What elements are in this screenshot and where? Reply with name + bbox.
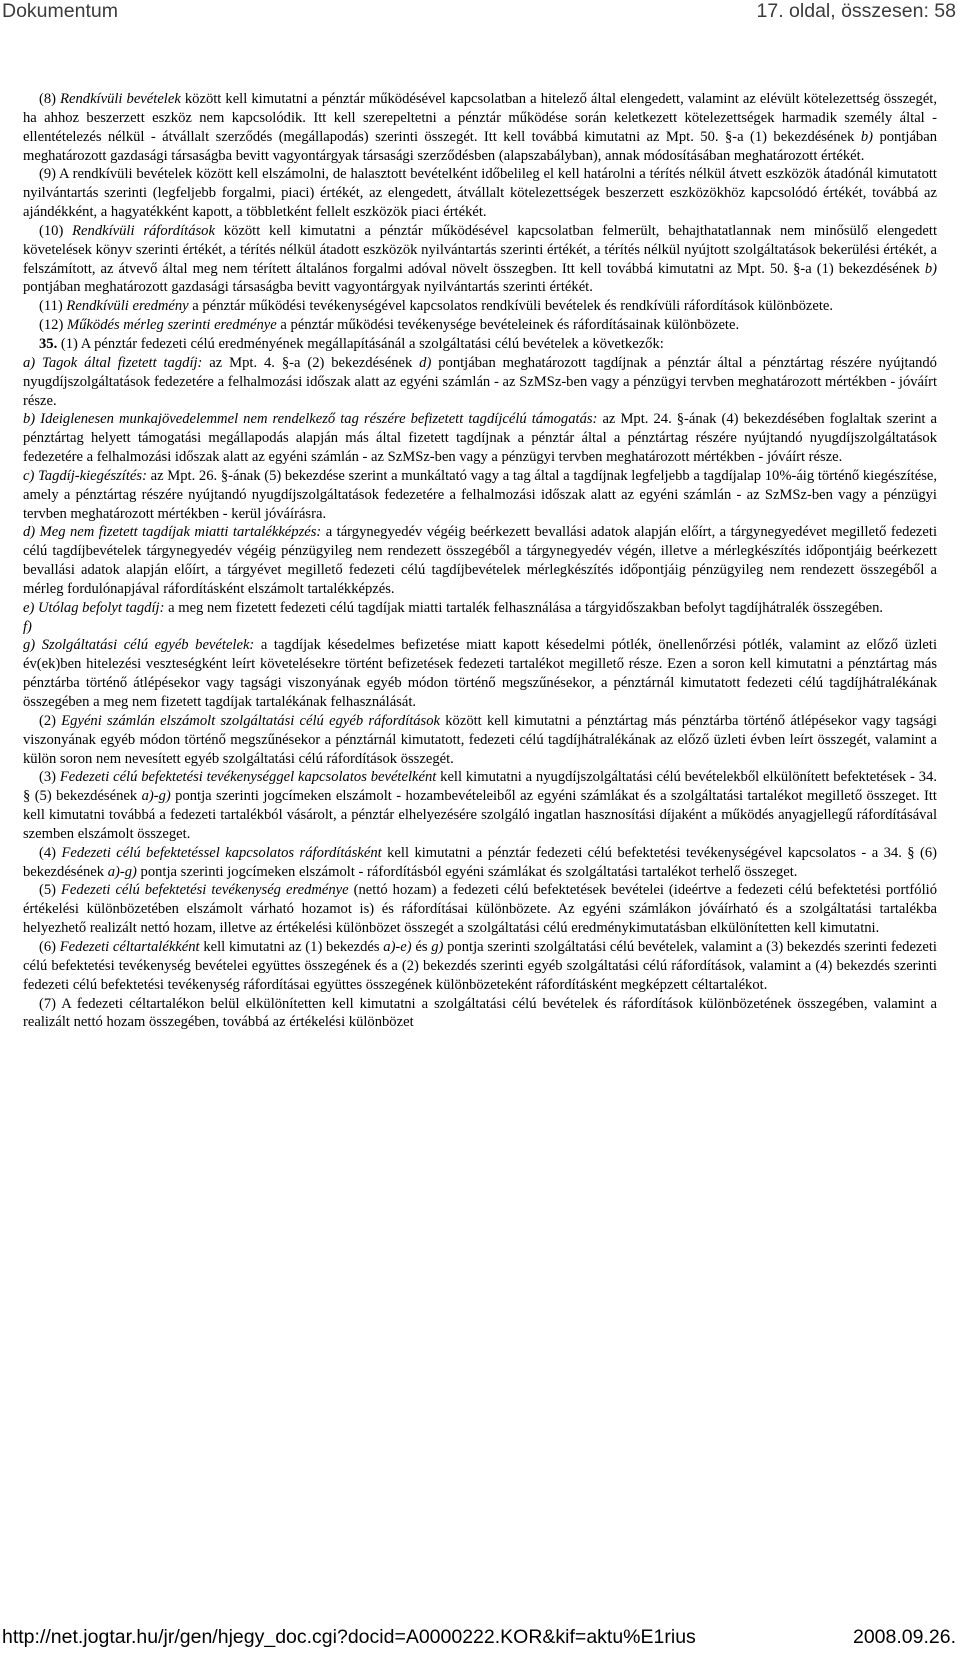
paragraph-9: (9) A rendkívüli bevételek között kell elszámolni, de halasztott bevételként időbelileg el kell határolni a térítés nélkül átvett eszközök átadónál kimutatott nyilvántartás szerinti (legfeljebb forgalmi, piaci) értékét, az elengedett, átvállalt kötelezettségek beszerzett eszközökhöz kapcsolódó értékét, továbbá az ajándékként, a hagyatékként kapott, a többletként fellelt eszközök piaci értékét. (23, 166, 937, 221)
section-35-paragraph-3: (3) Fedezeti célú befektetési tevékenységgel kapcsolatos bevételként kell kimutatni a nyugdíjszolgáltatási célú bevételekből elkülönített befektetések - 34. § (5) bekezdésének a)-g) pontja szerinti jogcímeken elszámolt - hozambevételeiből az egyéni számlákat és a szolgáltatási tartalékot megillető összeget. Itt kell kimutatni továbbá a fedezeti tartalékból vásárolt, a pénztár elhelyezésére szolgáló ingatlan hasznosítási díjaként a működés anyagjellegű ráfordításával szemben elszámolt összeget. (23, 769, 937, 842)
item-a: a) Tagok által fizetett tagdíj: az Mpt. 4. §-a (2) bekezdésének d) pontjában meghatározott tagdíjnak a pénztár által a pénztártag részére nyújtandó nyugdíjszolgáltatások fedezetére a felhalmozási időszak alatt az egyéni számlán - az SzMSz-ben vagy a pénzügyi tervben meghatározott mértékben - jóváírt része. (23, 354, 937, 409)
document-label: Dokumentum (2, 0, 118, 22)
item-b: b) Ideiglenesen munkajövedelemmel nem rendelkező tag részére befizetett tagdíjcélú támogatás: az Mpt. 24. §-ának (4) bekezdésében foglaltak szerint a pénztártag helyett támogatási megállapodás alapján más által fizetett tagdíjnak a pénztár által a pénztártag részére nyújtandó nyugdíjszolgáltatások fedezetére a felhalmozási időszak alatt az egyéni számlán - az SzMSz-ben vagy a pénzügyi tervben meghatározott mértékben - jóváírt része. (23, 411, 937, 466)
item-d: d) Meg nem fizetett tagdíjak miatti tartalékképzés: a tárgynegyedév végéig beérkezett bevallási adatok alapján előírt, a tárgynegyedévet megillető fedezeti célú tagdíjbevételek tárgynegyedév végéig pénzügyileg nem rendezett összegéből a tárgynegyedév végén, illetve a mérlegkészítés időpontjáig beérkezett bevallási adatok alapján előírt, a tárgyévet megillető fedezeti célú tagdíjbevételek mérlegkészítés időpontjáig pénzügyileg nem rendezett összegéből a mérleg fordulónapjával ráfordításként elszámolt tartalékképzés. (23, 524, 937, 597)
source-url[interactable]: http://net.jogtar.hu/jr/gen/hjegy_doc.cgi?docid=A0000222.KOR&kif=aktu%E1rius (2, 1626, 696, 1648)
item-c: c) Tagdíj-kiegészítés: az Mpt. 26. §-ának (5) bekezdése szerint a munkáltató vagy a tag által a tagdíjnak legfeljebb a tagdíjalap 10%-áig történő kiegészítése, amely a pénztártag részére nyújtandó nyugdíjszolgáltatások fedezetére a felhalmozási időszak alatt az egyéni számlán - az SzMSz-ben vagy a pénzügyi tervben meghatározott mértékben - kerül jóváírásra. (23, 467, 938, 522)
section-35-paragraph-5: (5) Fedezeti célú befektetési tevékenység eredménye (nettó hozam) a fedezeti célú befektetések bevételei (ideértve a fedezeti célú befektetési portfólió értékelési különbözetében elszámolt várható hozamot is) és ráfordításai különbözete. Az egyéni számlákon jóváírható és a szolgáltatási tartalékba helyezhető realizált nettó hozam, illetve az értékelési különbözet összegét a szolgáltatási célú eredménykimutatásban elkülönítetten kell kimutatni. (23, 882, 937, 937)
page-header (0, 0, 960, 34)
paragraph-8: (8) Rendkívüli bevételek között kell kimutatni a pénztár működésével kapcsolatban a hitelező által elengedett, valamint az elévült kötelezettség összegét, ha ahhoz beszerzett eszköz nem kapcsolódik. Itt kell szerepeltetni a pénztár működése során keletkezett kötelezettségek harmadik személy által - ellentételezés nélkül - átvállalt szerződés (megállapodás) szerinti összegét. Itt kell továbbá kimutatni az Mpt. 50. §-a (1) bekezdésének b) pontjában meghatározott gazdasági társaságba bevitt vagyontárgyak társasági szerződésben (alapszabályban), annak módosításában meghatározott értékét. (23, 91, 937, 164)
paragraph-10: (10) Rendkívüli ráfordítások között kell kimutatni a pénztár működésével kapcsolatban felmerült, behajthatatlannak nem minősülő elengedett követelések könyv szerinti értékét, a térítés nélkül átadott eszközök nyilvántartás szerinti értékét, a térítés nélkül nyújtott szolgáltatások bekerülési értékét, a felszámított, az átvevő által meg nem térített általános forgalmi adóval növelt összegben. Itt kell továbbá kimutatni az Mpt. 50. §-a (1) bekezdésének b) pontjában meghatározott gazdasági társaságba bevitt vagyontárgyak nyilvántartás szerinti értékét. (23, 222, 938, 296)
document-body (23, 90, 937, 1032)
section-35-paragraph-6: (6) Fedezeti céltartalékként kell kimutatni az (1) bekezdés a)-e) és g) pontja szerinti szolgáltatási célú bevételek, valamint a (3) bekezdés szerinti fedezeti célú befektetési tevékenység bevételei együttes összegének és a (2) bekezdés szerinti egyéb szolgáltatási célú ráfordítások, valamint a (4) bekezdés szerinti fedezeti célú befektetési tevékenység ráfordításai együttes összegének különbözeteként ráfordításként megképzett céltartalékot. (23, 938, 937, 993)
paragraph-11: (11) Rendkívüli eredmény a pénztár működési tevékenységével kapcsolatos rendkívüli bevételek és rendkívüli ráfordítások különbözete. (39, 298, 833, 315)
page-footer (0, 1626, 960, 1654)
print-date: 2008.09.26. (852, 1626, 956, 1648)
item-e: e) Utólag befolyt tagdíj: a meg nem fizetett fedezeti célú tagdíjak miatti tartalék felhasználása a tárgyidőszakban befolyt tagdíjhátralék összegében. (23, 599, 884, 616)
section-35-paragraph-2: (2) Egyéni számlán elszámolt szolgáltatási célú egyéb ráfordítások között kell kimutatni a pénztártag más pénztárba történő átlépésekor vagy tagsági viszonyának egyéb módon történő megszűnésekor a pénztárnál kimutatott, fedezeti célú tagdíjhátralékának az előző üzleti évben leírt összegét, valamint a külön soron nem nevesített egyéb szolgáltatási célú ráfordítások összegét. (23, 712, 937, 767)
section-number: 35. (39, 335, 58, 352)
page-counter: 17. oldal, összesen: 58 (756, 0, 956, 22)
section-35-paragraph-7: (7) A fedezeti céltartalékon belül elkülönítetten kell kimutatni a szolgáltatási célú bevételek és ráfordítások különbözetének összegében, valamint a realizált nettó hozam összegében, továbbá az értékelési különbözet (23, 995, 937, 1031)
item-g: g) Szolgáltatási célú egyéb bevételek: a tagdíjak késedelmes befizetése miatt kapott késedelmi pótlék, önellenőrzési pótlék, valamint az előző üzleti év(ek)ben hitelezési veszteségként leírt követelésekre történt befizetések fedezeti tartalékot megillető része. Ezen a soron kell kimutatni a pénztártag más pénztárba történő átlépésekor vagy tagsági viszonyának egyéb módon történő megszűnésekor, a pénztárnál kimutatott fedezeti célú tagdíjhátralékának összegében a meg nem fizetett tagdíjak tartalékának felhasználását. (23, 637, 937, 710)
section-35-paragraph-4: (4) Fedezeti célú befektetéssel kapcsolatos ráfordításként kell kimutatni a pénztár fedezeti célú befektetési tevékenységével kapcsolatos - a 34. § (6) bekezdésének a)-g) pontja szerinti jogcímeken elszámolt - ráfordításból egyéni számlákat és szolgáltatási tartalékot terhelő összeget. (23, 844, 938, 880)
paragraph-12: (12) Működés mérleg szerinti eredménye a pénztár működési tevékenysége bevételeinek és ráfordításainak különbözete. (39, 317, 740, 334)
section-35-paragraph-1: 35. (1) A pénztár fedezeti célú eredményének megállapításánál a szolgáltatási célú bevételek a következők: (39, 335, 664, 352)
item-f: f) (23, 618, 32, 635)
